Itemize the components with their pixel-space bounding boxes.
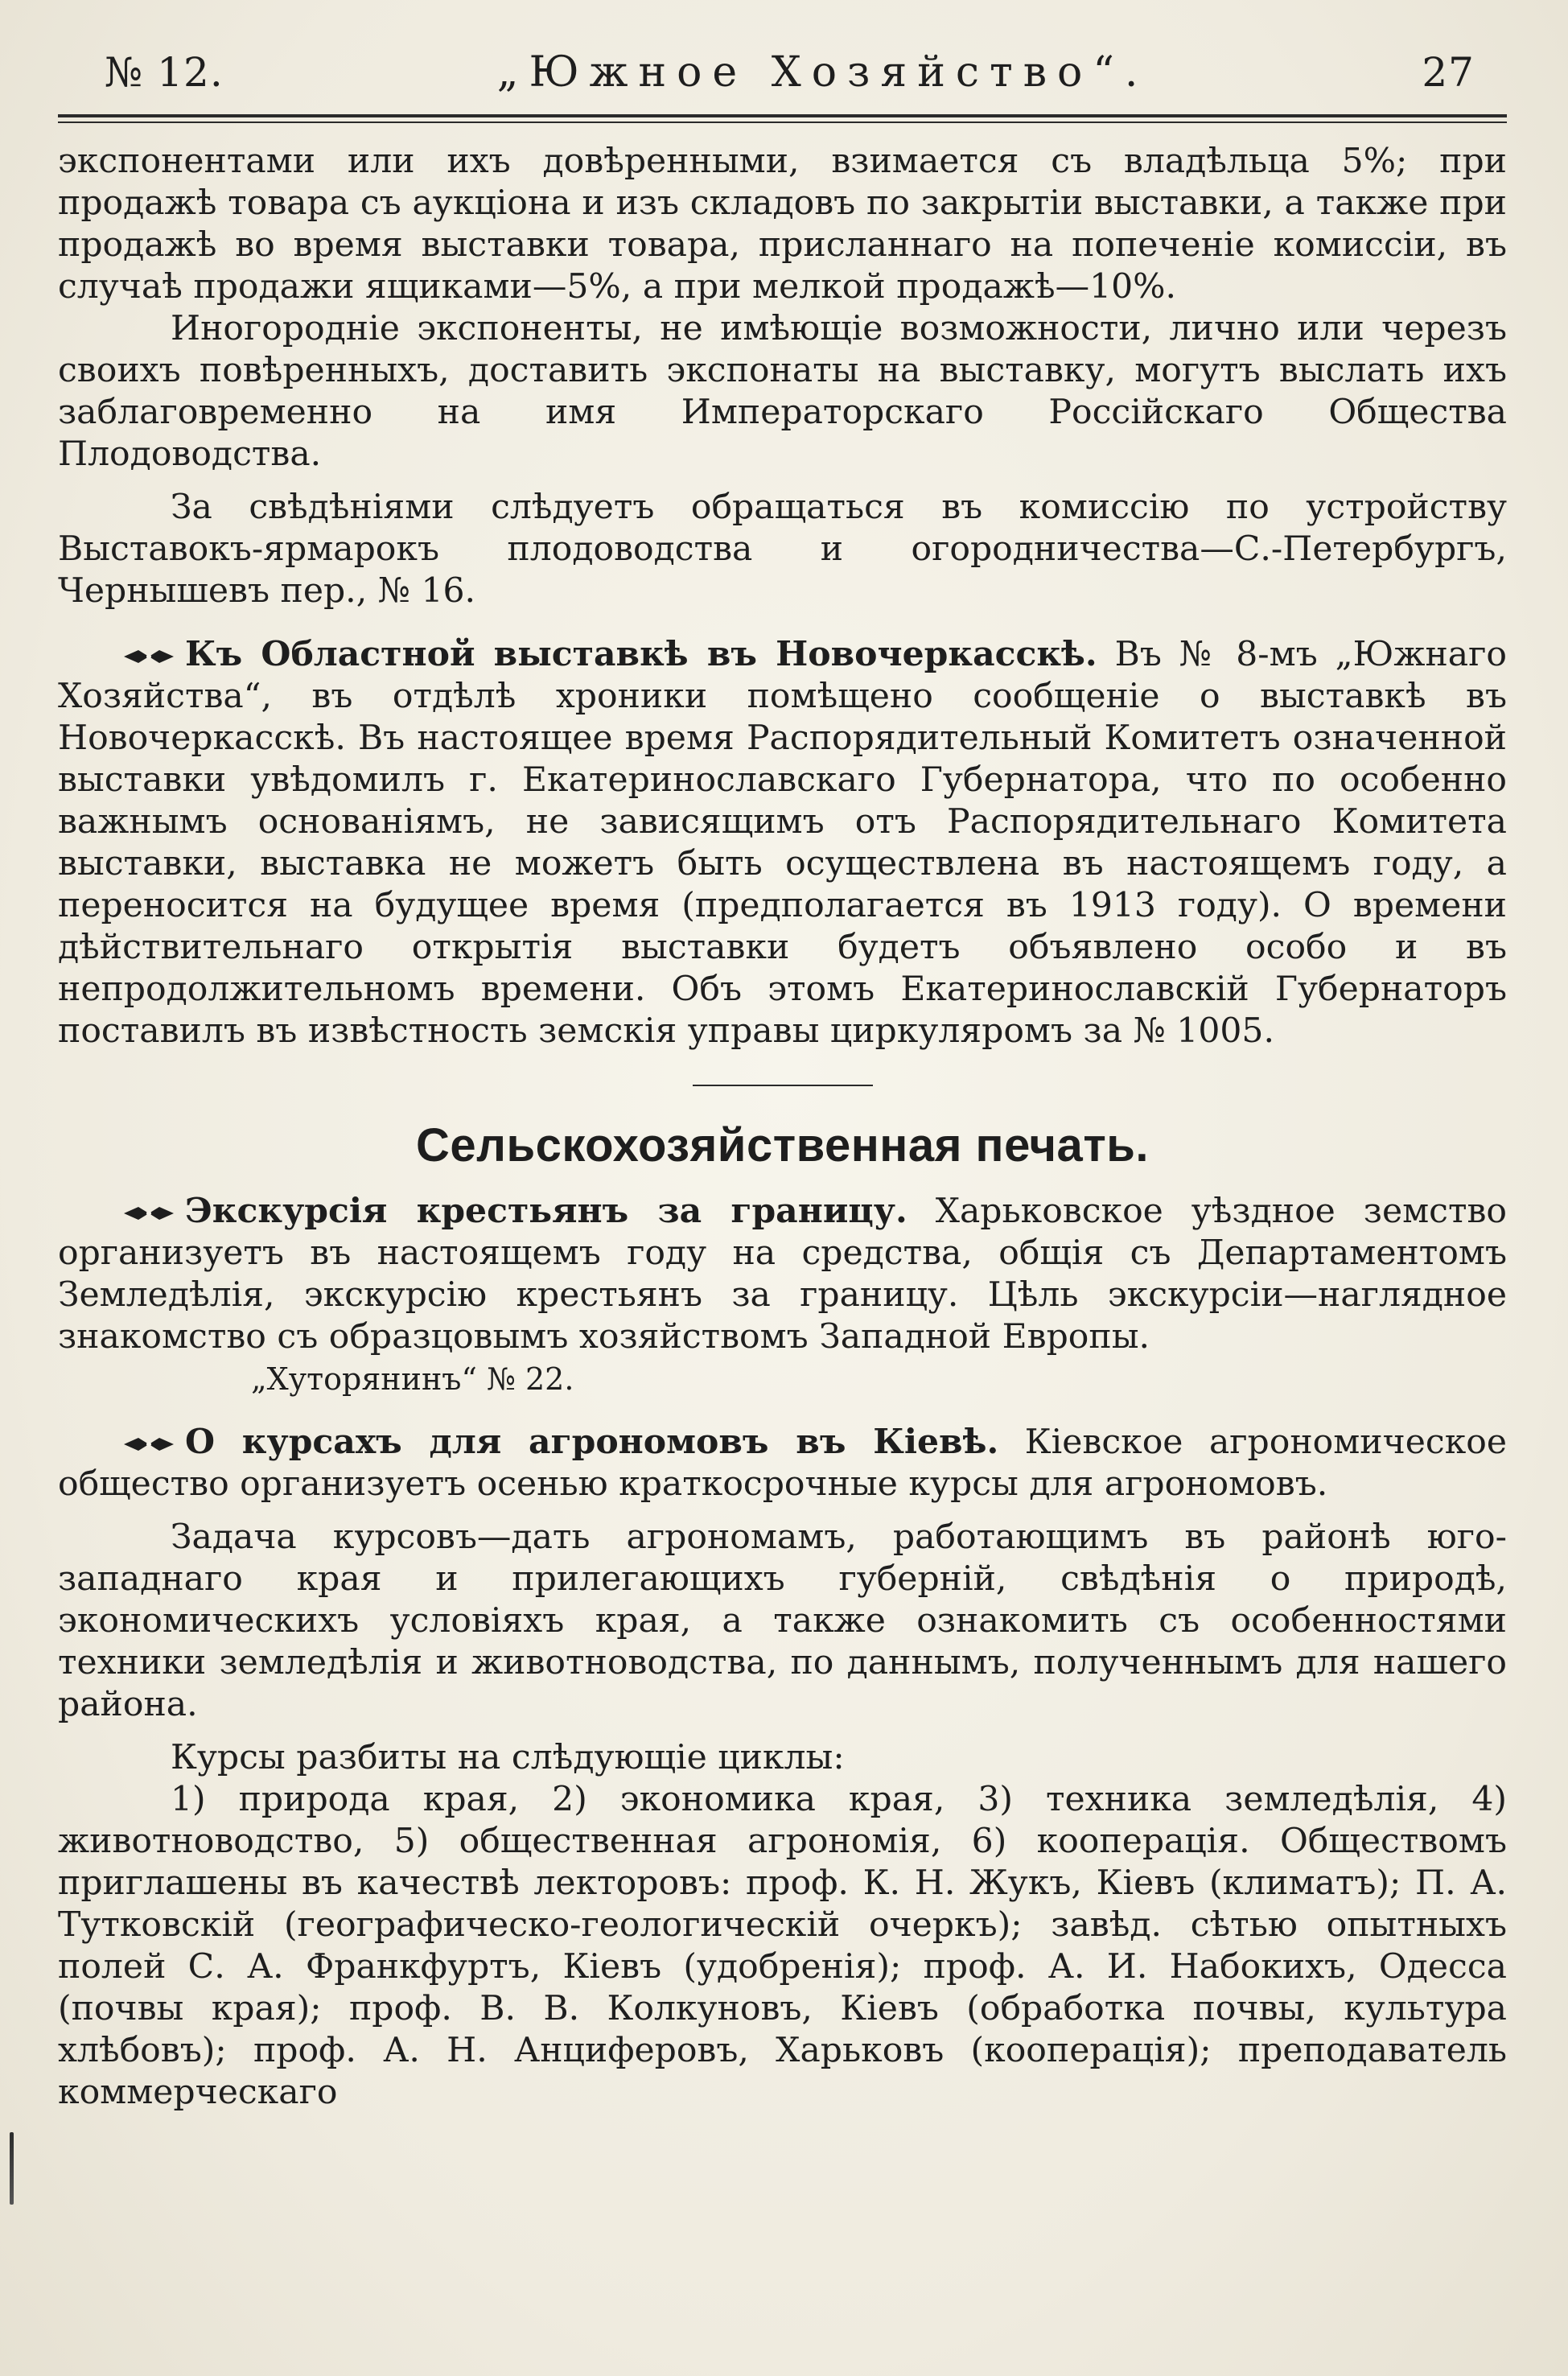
running-header — [58, 48, 1507, 108]
header-rule-thick — [58, 114, 1507, 117]
paragraph-commission: экспонентами или ихъ довѣренными, взимается съ владѣльца 5%; при продажѣ товара съ аукціона и изъ складовъ по закрытіи выставки, а также при продажѣ во время выставки товара, присланнаго на попеченіе комиссіи, въ случаѣ продажи ящиками—5%, а при мелкой продажѣ—10%. — [58, 142, 1507, 307]
notice-excursion — [58, 1190, 1507, 1358]
paragraph-courses-task: Задача курсовъ—дать агрономамъ, работающимъ въ районѣ юго-западнаго края и прилегающихъ губерній, свѣдѣнія о природѣ, экономическихъ условіяхъ края, а также ознакомить съ особенностями техники земледѣлія и животноводства, по даннымъ, полученнымъ для нашего района. — [58, 1517, 1507, 1724]
paragraph-courses-cycles-list: 1) природа края, 2) экономика края, 3) техника земледѣлія, 4) животноводство, 5) общественная агрономія, 6) кооперація. Обществомъ приглашены въ качествѣ лекторовъ: проф. К. Н. Жукъ, Кіевъ (климатъ); П. А. Тутковскій (географическо-геологическій очеркъ); завѣд. сѣтью опытныхъ полей С. А. Франкфуртъ, Кіевъ (удобренія); проф. А. И. Набокихъ, Одесса (почвы края); проф. В. В. Колкуновъ, Кіевъ (обработка почвы, культура хлѣбовъ); проф. А. Н. Анциферовъ, Харьковъ (кооперація); преподаватель коммерческаго — [58, 1780, 1507, 2112]
section-heading: Сельскохозяйственная печать. — [416, 1119, 1149, 1172]
ornamental-bullet-icon — [122, 1204, 175, 1222]
header-rule-thin — [58, 121, 1507, 123]
notice-courses — [58, 1421, 1507, 1505]
journal-title: „Южное Хозяйство“. — [496, 48, 1149, 97]
source-citation: „Хуторянинъ“ № 22. — [251, 1361, 574, 1397]
article-body — [58, 141, 1507, 2114]
notice-novocherkassk-body: Въ № 8-мъ „Южнаго Хозяйства“, въ отдѣлѣ хроники помѣщено сообщеніе о выставкѣ въ Новочеркасскѣ. Въ настоящее время Распорядительный Комитетъ означенной выставки увѣдомилъ г. Екатеринославскаго Губернатора, что по особенно важнымъ основаніямъ, не зависящимъ отъ Распорядительнаго Комитета выставки, выставка не можетъ быть осуществлена въ настоящемъ году, а переносится на будущее время (предполагается въ 1913 году). О времени дѣйствительнаго открытія выставки будетъ объявлено особо и въ непродолжительномъ времени. Объ этомъ Екатеринославскій Губернаторъ поставилъ въ извѣстность земскія управы циркуляромъ за № 1005. — [58, 635, 1507, 1051]
notice-courses-body: Кіевское агрономическое общество организуетъ осенью краткосрочные курсы для агрономовъ. — [58, 1423, 1507, 1504]
ornamental-bullet-icon — [122, 648, 175, 665]
notice-excursion-title: Экскурсія крестьянъ за границу. — [185, 1191, 907, 1231]
notice-excursion-body: Харьковское уѣздное земство организуетъ въ настоящемъ году на средства, общія съ Департаментомъ Земледѣлія, экскурсію крестьянъ за границу. Цѣль экскурсіи—наглядное знакомство съ образцовымъ хозяйствомъ Западной Европы. — [58, 1192, 1507, 1357]
section-divider — [693, 1085, 873, 1086]
issue-number: № 12. — [105, 49, 224, 96]
pencil-mark — [10, 2132, 14, 2205]
paragraph-nonresident-exhibitors: Иногородніе экспоненты, не имѣющіе возможности, лично или черезъ своихъ повѣренныхъ, доставить экспонаты на выставку, могутъ выслать ихъ заблаговременно на имя Императорскаго Россійскаго Общества Плодоводства. — [58, 309, 1507, 474]
page-number: 27 — [1422, 49, 1475, 96]
paragraph-inquiries: За свѣдѣніями слѣдуетъ обращаться въ комиссію по устройству Выставокъ-ярмарокъ плодоводства и огородничества—С.-Петербургъ, Чернышевъ пер., № 16. — [58, 488, 1507, 611]
ornamental-bullet-icon — [122, 1435, 175, 1453]
paragraph-courses-cycles-intro: Курсы разбиты на слѣдующіе циклы: — [171, 1738, 845, 1777]
notice-novocherkassk-title: Къ Областной выставкѣ въ Новочеркасскѣ. — [185, 634, 1097, 674]
notice-courses-title: О курсахъ для агрономовъ въ Кіевѣ. — [185, 1422, 999, 1462]
notice-novocherkassk — [58, 633, 1507, 1052]
